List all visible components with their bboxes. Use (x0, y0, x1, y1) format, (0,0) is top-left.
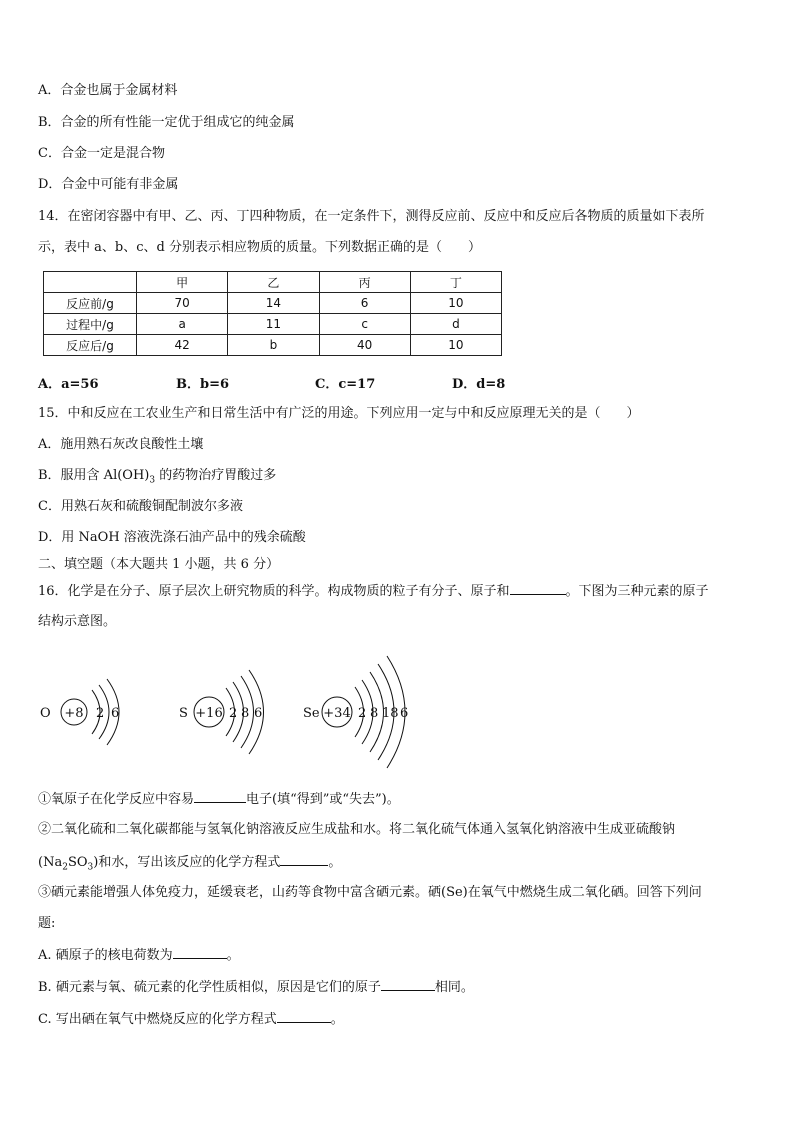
q16-stem-text: 16．化学是在分子、原子层次上研究物质的科学。构成物质的粒子有分子、原子和 (38, 584, 510, 599)
q14-options (38, 373, 558, 391)
q16-part-b-text: B. 硒元素与氧、硫元素的化学性质相似，原因是它们的原子 (38, 980, 381, 995)
answer-blank[interactable] (510, 582, 566, 595)
answer-blank[interactable] (277, 1010, 331, 1023)
table-cell: 甲 (137, 272, 228, 293)
table-cell: 11 (228, 314, 319, 335)
table-cell: 42 (137, 335, 228, 356)
formula-text: SO (67, 855, 88, 870)
q16-sub2-line1: ②二氧化硫和二氧化碳都能与氢氧化钠溶液反应生成盐和水。将二氧化硫气体通入氢氧化钠溶液中生成亚硫酸钠 (38, 822, 676, 837)
table-cell: 反应前/g (44, 293, 137, 314)
q16-sub1-text: ①氧原子在化学反应中容易 (38, 792, 195, 807)
table-cell (44, 272, 137, 293)
q15-option-b-text: B．服用含 Al(OH) (38, 468, 150, 483)
atom-symbol: O (40, 706, 51, 721)
table-row (44, 335, 502, 356)
subscript: 3 (87, 862, 94, 873)
q15-option-b (38, 467, 276, 485)
table-cell: 反应后/g (44, 335, 137, 356)
q13-option-c: C．合金一定是混合物 (38, 146, 165, 161)
q16-part-b (38, 978, 474, 997)
section-title: 二、填空题（本大题共 1 小题，共 6 分） (38, 557, 280, 572)
q16-sub1-text-end: 电子(填“得到”或“失去”)。 (246, 792, 400, 807)
q14-mass-table (43, 271, 502, 356)
table-cell: 14 (228, 293, 319, 314)
q13-option-d: D．合金中可能有非金属 (38, 177, 179, 192)
q16-stem-line2: 结构示意图。 (38, 614, 117, 629)
answer-blank[interactable] (173, 946, 227, 959)
table-cell: 10 (410, 335, 501, 356)
shell-electron-count: 6 (254, 706, 263, 721)
q16-stem-line1 (38, 582, 709, 601)
q16-part-a (38, 946, 240, 965)
table-cell: 丁 (410, 272, 501, 293)
shell-electron-count: 2 (229, 706, 238, 721)
q15-option-d: D．用 NaOH 溶液洗涤石油产品中的残余硫酸 (38, 530, 306, 545)
shell-electron-count: 8 (241, 706, 250, 721)
subscript: 2 (62, 862, 68, 873)
atomic-structure-diagrams (30, 650, 450, 775)
table-cell: 过程中/g (44, 314, 137, 335)
answer-blank[interactable] (381, 978, 435, 991)
table-cell: b (228, 335, 319, 356)
answer-blank[interactable] (194, 790, 246, 803)
q16-sub2-text-end: 。 (328, 855, 342, 870)
shell-electron-count: 18 (382, 706, 399, 721)
q16-sub1 (38, 790, 400, 809)
q16-part-a-text: A. 硒原子的核电荷数为 (38, 948, 173, 963)
table-cell: 40 (319, 335, 410, 356)
table-row (44, 293, 502, 314)
q14-option-d: D．d=8 (452, 377, 506, 392)
atom-symbol: Se (303, 706, 320, 721)
table-row (44, 314, 502, 335)
table-cell: 乙 (228, 272, 319, 293)
q15-stem: 15．中和反应在工农业生产和日常生活中有广泛的用途。下列应用一定与中和反应原理无关的是（ ） (38, 406, 640, 421)
sulfur-atom-diagram (179, 670, 264, 754)
q16-part-c-text: C. 写出硒在氧气中燃烧反应的化学方程式 (38, 1012, 277, 1027)
q16-part-a-text-end: 。 (226, 948, 240, 963)
q15-option-b-text-end: 的药物治疗胃酸过多 (155, 468, 277, 483)
q16-sub2-line2 (38, 853, 341, 872)
q16-stem-text-end: 。下图为三种元素的原子 (565, 584, 709, 599)
q14-stem-line2: 示，表中 a、b、c、d 分别表示相应物质的质量。下列数据正确的是（ ） (38, 240, 481, 255)
formula-text: (Na (38, 855, 63, 870)
q16-sub3-line2: 题: (38, 916, 56, 931)
table-cell: 10 (410, 293, 501, 314)
shell-electron-count: 6 (400, 706, 409, 721)
q14-option-a: A．a=56 (38, 377, 99, 392)
table-cell: a (137, 314, 228, 335)
table-cell: 70 (137, 293, 228, 314)
q13-option-b: B．合金的所有性能一定优于组成它的纯金属 (38, 115, 295, 130)
shell-electron-count: 6 (111, 706, 120, 721)
nucleus-charge: +8 (64, 706, 84, 721)
q13-option-a: A．合金也属于金属材料 (38, 83, 178, 98)
q16-sub3-line1: ③硒元素能增强人体免疫力，延缓衰老，山药等食物中富含硒元素。硒(Se)在氧气中燃烧生成二氧化硒。回答下列问 (38, 885, 702, 900)
shell-electron-count: 2 (358, 706, 367, 721)
answer-blank[interactable] (280, 853, 328, 866)
table-cell: 丙 (319, 272, 410, 293)
q15-option-c: C．用熟石灰和硫酸铜配制波尔多液 (38, 499, 243, 514)
q14-option-c: C．c=17 (315, 377, 376, 392)
q16-part-c (38, 1010, 344, 1029)
nucleus-charge: +16 (195, 706, 223, 721)
selenium-atom-diagram (303, 656, 408, 768)
shell-electron-count: 8 (370, 706, 379, 721)
atom-symbol: S (179, 706, 188, 721)
q16-sub2-text: )和水，写出该反应的化学方程式 (93, 855, 281, 870)
table-cell: d (410, 314, 501, 335)
q16-part-b-text-end: 相同。 (434, 980, 474, 995)
q14-stem-line1: 14．在密闭容器中有甲、乙、丙、丁四种物质，在一定条件下，测得反应前、反应中和反应后各物质的质量如下表所 (38, 209, 705, 224)
subscript: 3 (149, 475, 156, 486)
q15-option-a: A．施用熟石灰改良酸性土壤 (38, 437, 204, 452)
shell-electron-count: 2 (96, 706, 105, 721)
table-cell: 6 (319, 293, 410, 314)
nucleus-charge: +34 (323, 706, 351, 721)
q16-part-c-text-end: 。 (330, 1012, 344, 1027)
table-cell: c (319, 314, 410, 335)
table-header-row (44, 272, 502, 293)
oxygen-atom-diagram (40, 679, 119, 745)
q14-option-b: B．b=6 (176, 377, 230, 392)
